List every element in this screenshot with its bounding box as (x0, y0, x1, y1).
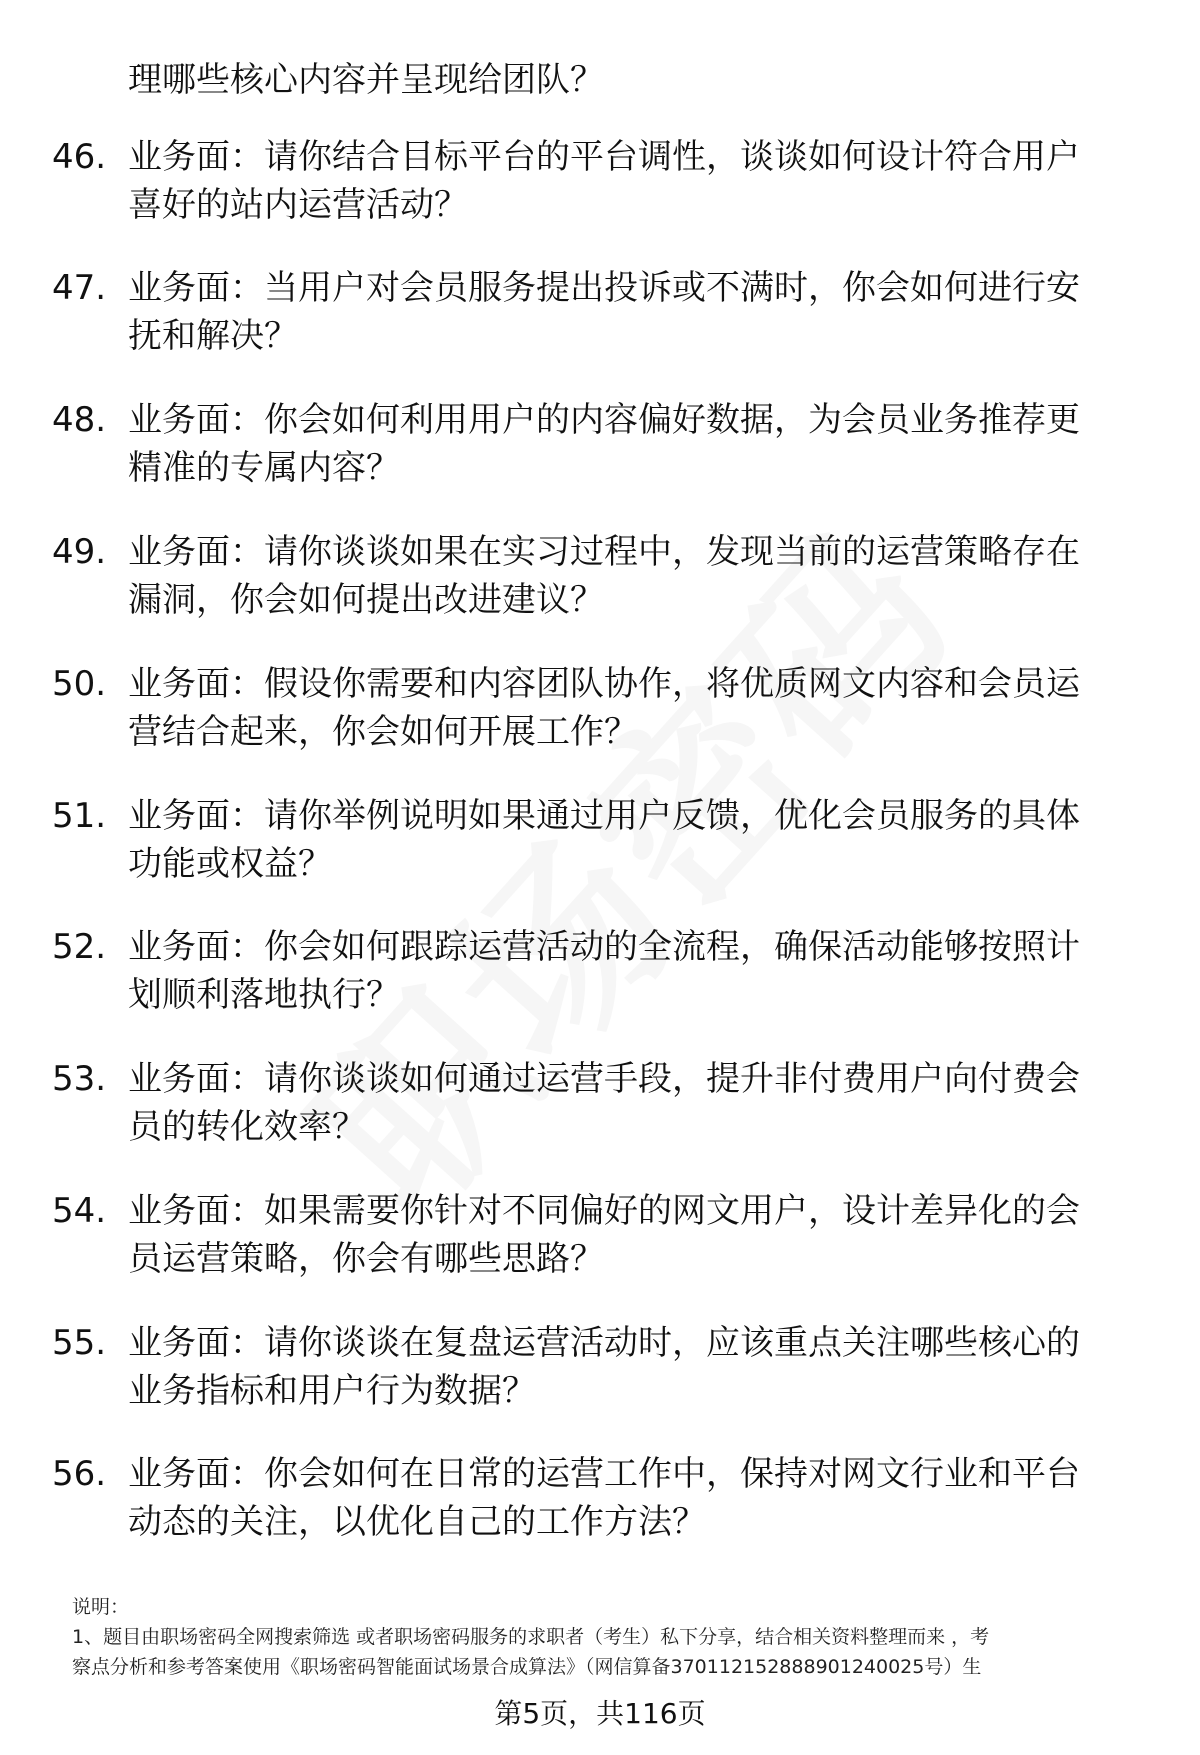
question-line: 抚和解决？ (128, 316, 298, 356)
question-text (128, 1319, 1138, 1415)
question-line: 营结合起来，你会如何开展工作？ (128, 712, 638, 752)
question-line: 精准的专属内容？ (128, 448, 400, 488)
continued-question-text: 理哪些核心内容并呈现给团队？ (128, 60, 604, 100)
question-text (128, 792, 1138, 888)
question-text (128, 660, 1138, 756)
question-number: 51. (52, 796, 107, 836)
question-text (128, 264, 1138, 360)
question-text (128, 528, 1138, 624)
question-line: 业务面：如果需要你针对不同偏好的网文用户，设计差异化的会 (128, 1191, 1080, 1231)
question-text (128, 396, 1138, 492)
question-line: 业务面：当用户对会员服务提出投诉或不满时，你会如何进行安 (128, 268, 1080, 308)
question-line: 漏洞，你会如何提出改进建议？ (128, 580, 604, 620)
question-line: 业务面：请你举例说明如果通过用户反馈，优化会员服务的具体 (128, 796, 1080, 836)
question-number: 53. (52, 1059, 107, 1099)
page-number: 第5页，共116页 (494, 1697, 706, 1730)
question-line: 动态的关注，以优化自己的工作方法？ (128, 1502, 706, 1542)
question-line: 业务面：你会如何在日常的运营工作中，保持对网文行业和平台 (128, 1454, 1080, 1494)
question-line: 员运营策略，你会有哪些思路？ (128, 1239, 604, 1279)
question-number: 54. (52, 1191, 107, 1231)
question-line: 喜好的站内运营活动？ (128, 185, 468, 225)
notes-section (72, 1592, 1152, 1682)
question-text (128, 1187, 1138, 1283)
question-number: 56. (52, 1454, 107, 1494)
question-line: 业务面：请你结合目标平台的平台调性，谈谈如何设计符合用户 (128, 137, 1080, 177)
question-number: 46. (52, 137, 107, 177)
question-line: 功能或权益？ (128, 844, 332, 884)
notes-line: 察点分析和参考答案使用《职场密码智能面试场景合成算法》（网信算备370112152888901240025号）生 (72, 1656, 982, 1678)
question-number: 52. (52, 927, 107, 967)
question-number: 55. (52, 1323, 107, 1363)
question-line: 业务面：假设你需要和内容团队协作，将优质网文内容和会员运 (128, 664, 1080, 704)
question-line: 业务面：请你谈谈如果在实习过程中，发现当前的运营策略存在 (128, 532, 1080, 572)
question-line: 业务面：请你谈谈如何通过运营手段，提升非付费用户向付费会 (128, 1059, 1080, 1099)
question-text (128, 1450, 1138, 1546)
notes-line: 1、题目由职场密码全网搜索筛选 或者职场密码服务的求职者（考生）私下分享，结合相关资料整理而来 ，考 (72, 1626, 990, 1648)
question-number: 48. (52, 400, 107, 440)
question-number: 47. (52, 268, 107, 308)
question-line: 员的转化效率？ (128, 1107, 366, 1147)
question-line: 业务指标和用户行为数据？ (128, 1371, 536, 1411)
question-line: 业务面：请你谈谈在复盘运营活动时，应该重点关注哪些核心的 (128, 1323, 1080, 1363)
question-text (128, 923, 1138, 1019)
question-line: 划顺利落地执行？ (128, 975, 400, 1015)
notes-heading: 说明： (72, 1596, 130, 1618)
question-line: 业务面：你会如何跟踪运营活动的全流程，确保活动能够按照计 (128, 927, 1080, 967)
question-text (128, 1055, 1138, 1151)
question-line: 业务面：你会如何利用用户的内容偏好数据，为会员业务推荐更 (128, 400, 1080, 440)
question-number: 49. (52, 532, 107, 572)
question-number: 50. (52, 664, 107, 704)
question-text (128, 133, 1138, 229)
